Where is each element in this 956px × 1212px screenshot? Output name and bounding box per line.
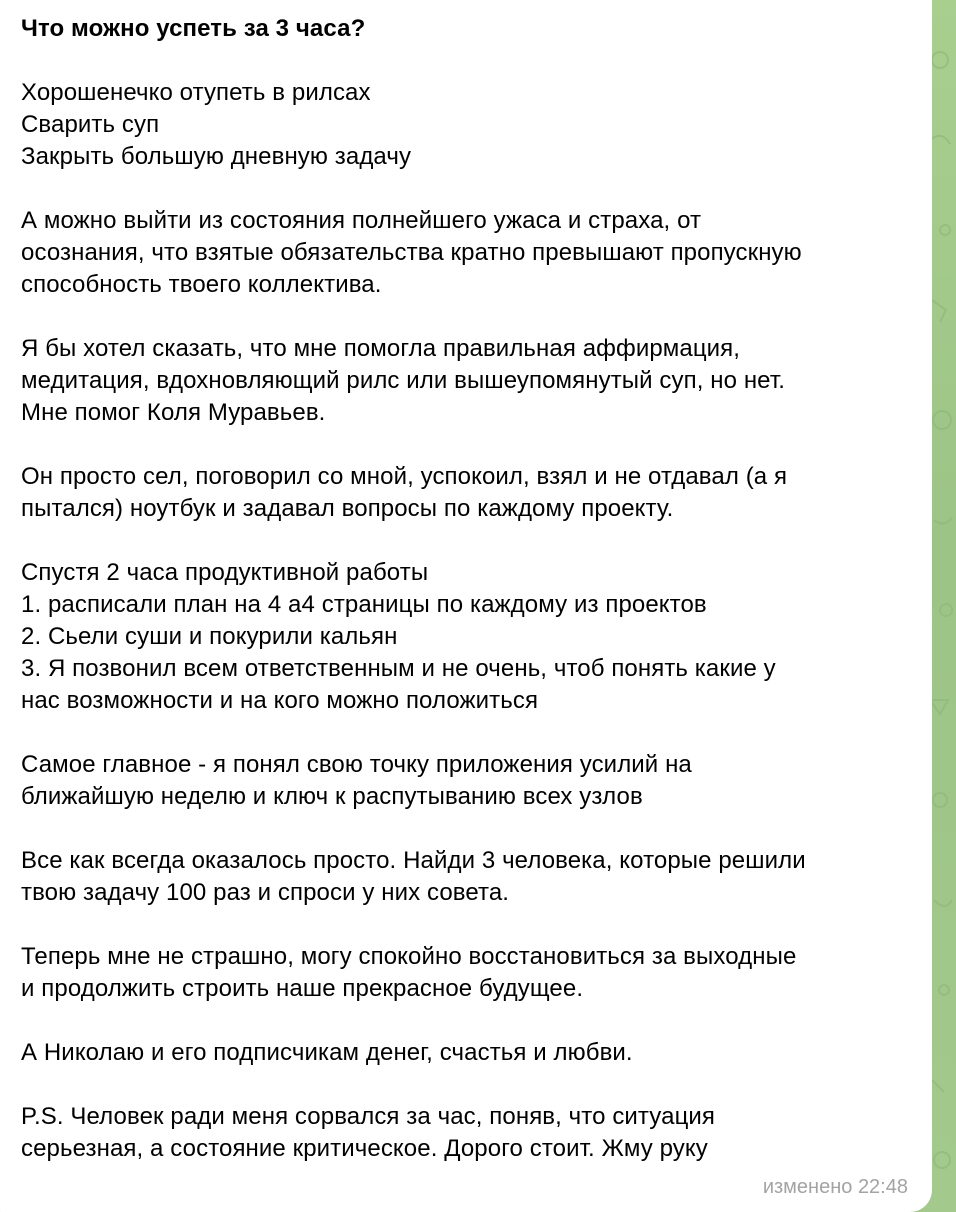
- message-paragraph: [21, 461, 921, 525]
- message-line: Теперь мне не страшно, могу спокойно восстановиться за выходные: [21, 943, 797, 970]
- message-line: и продолжить строить наше прекрасное будущее.: [21, 975, 584, 1002]
- message-time: 22:48: [857, 1176, 908, 1198]
- message-line: 1. расписали план на 4 а4 страницы по каждому из проектов: [21, 591, 707, 618]
- message-paragraph: [21, 845, 921, 909]
- message-line: Закрыть большую дневную задачу: [21, 143, 412, 170]
- message-line: способность твоего коллектива.: [21, 271, 382, 298]
- message-line: Самое главное - я понял свою точку приложения усилий на: [21, 751, 692, 778]
- edited-label: изменено: [762, 1176, 853, 1198]
- message-line: А Николаю и его подписчикам денег, счастья и любви.: [21, 1039, 633, 1066]
- message-paragraph: [21, 77, 921, 173]
- message-line: Все как всегда оказалось просто. Найди 3 человека, которые решили: [21, 847, 806, 874]
- message-line: твою задачу 100 раз и спроси у них совета.: [21, 879, 510, 906]
- message-body: [21, 77, 921, 1165]
- message-line: А можно выйти из состояния полнейшего ужаса и страха, от: [21, 207, 702, 234]
- message-paragraph: [21, 1101, 921, 1165]
- message-line: Я бы хотел сказать, что мне помогла правильная аффирмация,: [21, 335, 741, 362]
- message-line: Хорошенечко отупеть в рилсах: [21, 79, 371, 106]
- message-line: Мне помог Коля Муравьев.: [21, 399, 326, 426]
- message-paragraph: [21, 941, 921, 1005]
- message-line: 3. Я позвонил всем ответственным и не очень, чтоб понять какие у: [21, 655, 776, 682]
- message-line: Он просто сел, поговорил со мной, успокоил, взял и не отдавал (а я: [21, 463, 788, 490]
- message-line: ближайшую неделю и ключ к распутыванию всех узлов: [21, 783, 643, 810]
- message-line: пытался) ноутбук и задавал вопросы по каждому проекту.: [21, 495, 674, 522]
- message-line: серьезная, а состояние критическое. Дорого стоит. Жму руку: [21, 1135, 708, 1162]
- message-line: нас возможности и на кого можно положиться: [21, 687, 539, 714]
- message-paragraph: [21, 1037, 921, 1069]
- message-paragraph: [21, 205, 921, 301]
- message-paragraph: [21, 749, 921, 813]
- message-line: медитация, вдохновляющий рилс или вышеупомянутый суп, но нет.: [21, 367, 786, 394]
- message-paragraph: [21, 333, 921, 429]
- message-meta: [763, 1173, 908, 1201]
- message-line: Сварить суп: [21, 111, 160, 138]
- message-line: Спустя 2 часа продуктивной работы: [21, 559, 429, 586]
- message-text: [21, 13, 921, 1165]
- message-line: 2. Сьели суши и покурили кальян: [21, 623, 398, 650]
- message-line: P.S. Человек ради меня сорвался за час, поняв, что ситуация: [21, 1103, 716, 1130]
- message-line: осознания, что взятые обязательства кратно превышают пропускную: [21, 239, 802, 266]
- message-title: Что можно успеть за 3 часа?: [21, 15, 366, 42]
- message-paragraph: [21, 557, 921, 717]
